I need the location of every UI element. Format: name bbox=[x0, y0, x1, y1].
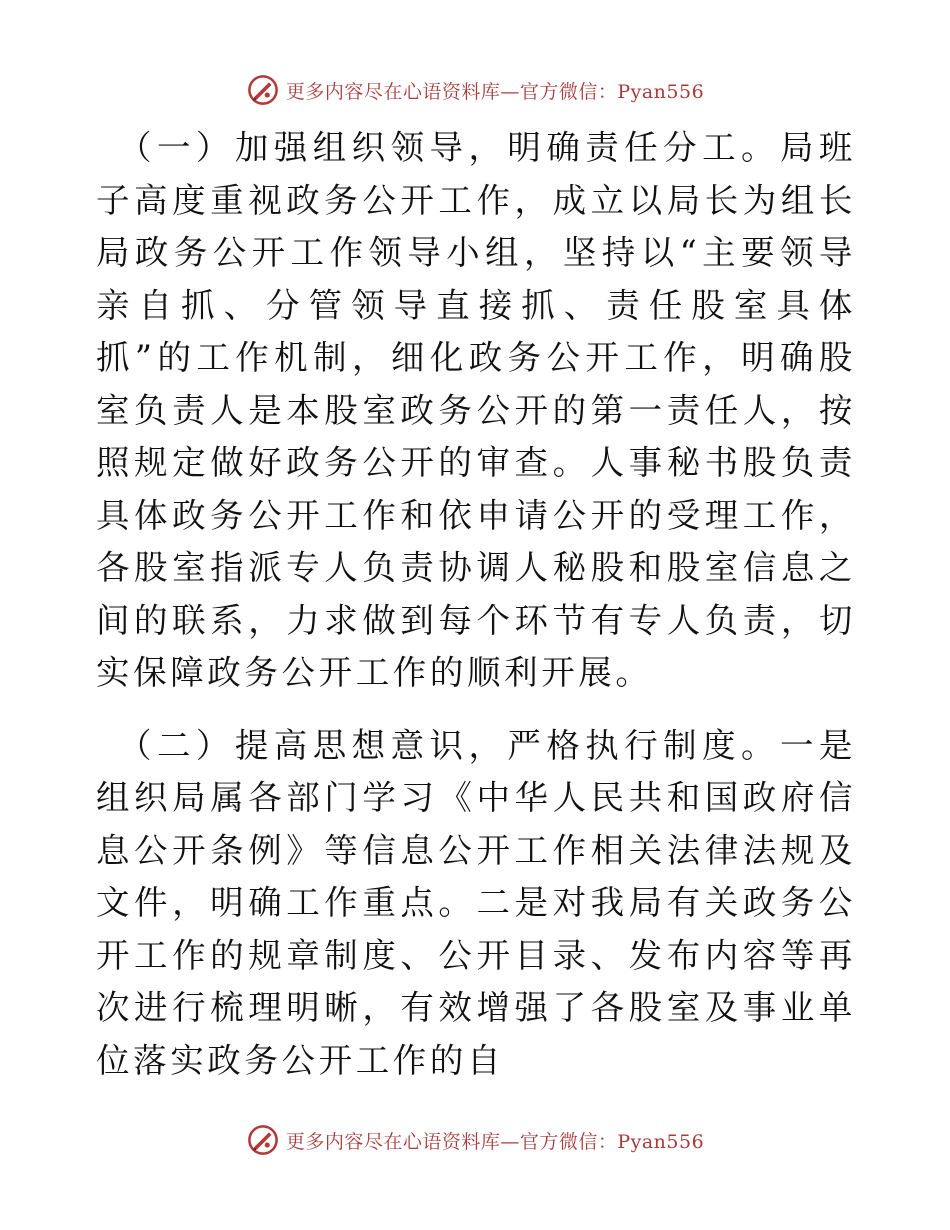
red-circle-pen-icon bbox=[246, 73, 280, 107]
red-circle-pen-icon bbox=[246, 1123, 280, 1157]
watermark-group bbox=[246, 1123, 704, 1157]
document-body bbox=[96, 122, 856, 1087]
paragraph-1: （一）加强组织领导，明确责任分工。局班子高度重视政务公开工作，成立以局长为组长局政务公开工作领导小组，坚持以“主要领导亲自抓、分管领导直接抓、责任股室具体抓”的工作机制，细化政务公开工作，明确股室负责人是本股室政务公开的第一责任人，按照规定做好政务公开的审查。人事秘书股负责具体政务公开工作和依申请公开的受理工作，各股室指派专人负责协调人秘股和股室信息之间的联系，力求做到每个环节有专人负责，切实保障政务公开工作的顺利开展。 bbox=[96, 128, 856, 692]
header-watermark bbox=[0, 70, 950, 110]
watermark-text: 更多内容尽在心语资料库—官方微信：Pyan556 bbox=[285, 1130, 705, 1153]
watermark-text: 更多内容尽在心语资料库—官方微信：Pyan556 bbox=[285, 80, 705, 103]
watermark-group bbox=[246, 73, 704, 107]
paragraph-2: （二）提高思想意识，严格执行制度。一是组织局属各部门学习《中华人民共和国政府信息公开条例》等信息公开工作相关法律法规及文件，明确工作重点。二是对我局有关政务公开工作的规章制度、公开目录、发布内容等再次进行梳理明晰，有效增强了各股室及事业单位落实政务公开工作的自 bbox=[96, 725, 856, 1080]
footer-watermark bbox=[0, 1120, 950, 1160]
